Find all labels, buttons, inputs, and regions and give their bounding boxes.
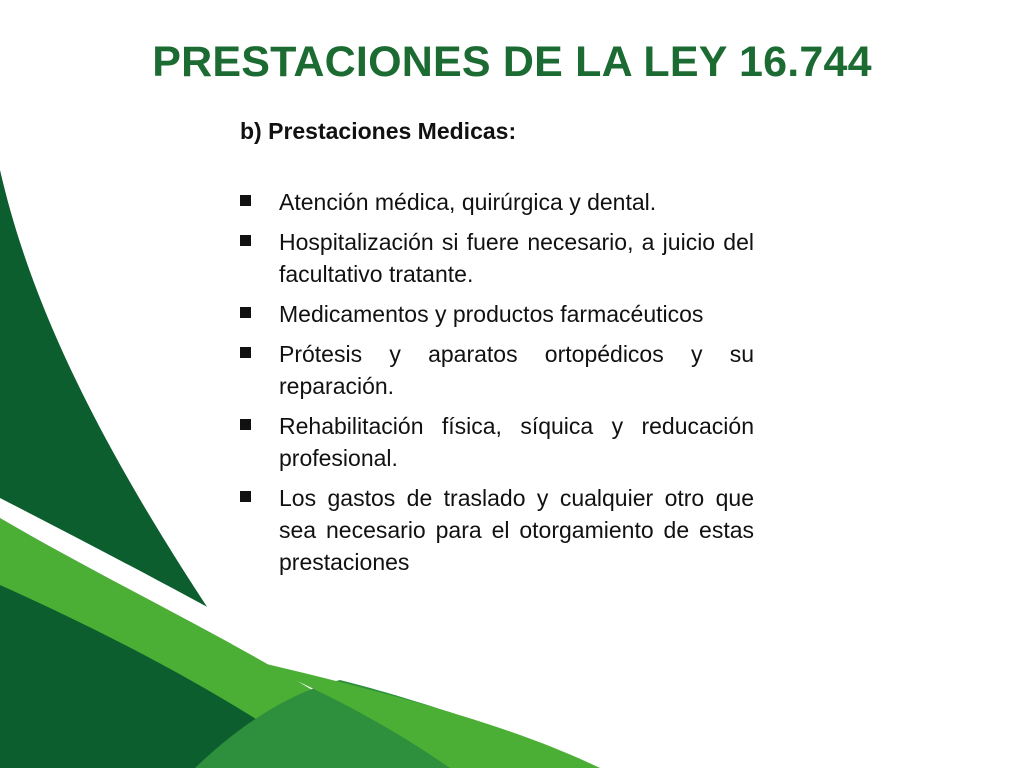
square-bullet-icon	[240, 235, 251, 246]
bullet-text: Medicamentos y productos farmacéuticos	[279, 300, 704, 327]
square-bullet-icon	[240, 419, 251, 430]
bullet-text: Hospitalización si fuere necesario, a juicio del facultativo tratante.	[279, 228, 754, 287]
section-subheading: b) Prestaciones Medicas:	[240, 118, 517, 144]
bullet-text: Prótesis y aparatos ortopédicos y su reparación.	[279, 340, 754, 399]
bullet-list	[240, 186, 754, 578]
bullet-item	[240, 338, 754, 402]
slide-title: PRESTACIONES DE LA LEY 16.744	[152, 38, 872, 86]
bullet-item	[240, 482, 754, 578]
bullet-item	[240, 226, 754, 290]
bullet-text: Rehabilitación física, síquica y reducación profesional.	[279, 412, 754, 471]
slide-content	[240, 118, 754, 586]
bullet-item	[240, 298, 754, 330]
square-bullet-icon	[240, 307, 251, 318]
square-bullet-icon	[240, 491, 251, 502]
bullet-text: Atención médica, quirúrgica y dental.	[279, 188, 657, 215]
bullet-item	[240, 186, 754, 218]
bullet-item	[240, 410, 754, 474]
square-bullet-icon	[240, 195, 251, 206]
square-bullet-icon	[240, 347, 251, 358]
bullet-text: Los gastos de traslado y cualquier otro que sea necesario para el otorgamiento de estas prestaciones	[279, 484, 754, 575]
